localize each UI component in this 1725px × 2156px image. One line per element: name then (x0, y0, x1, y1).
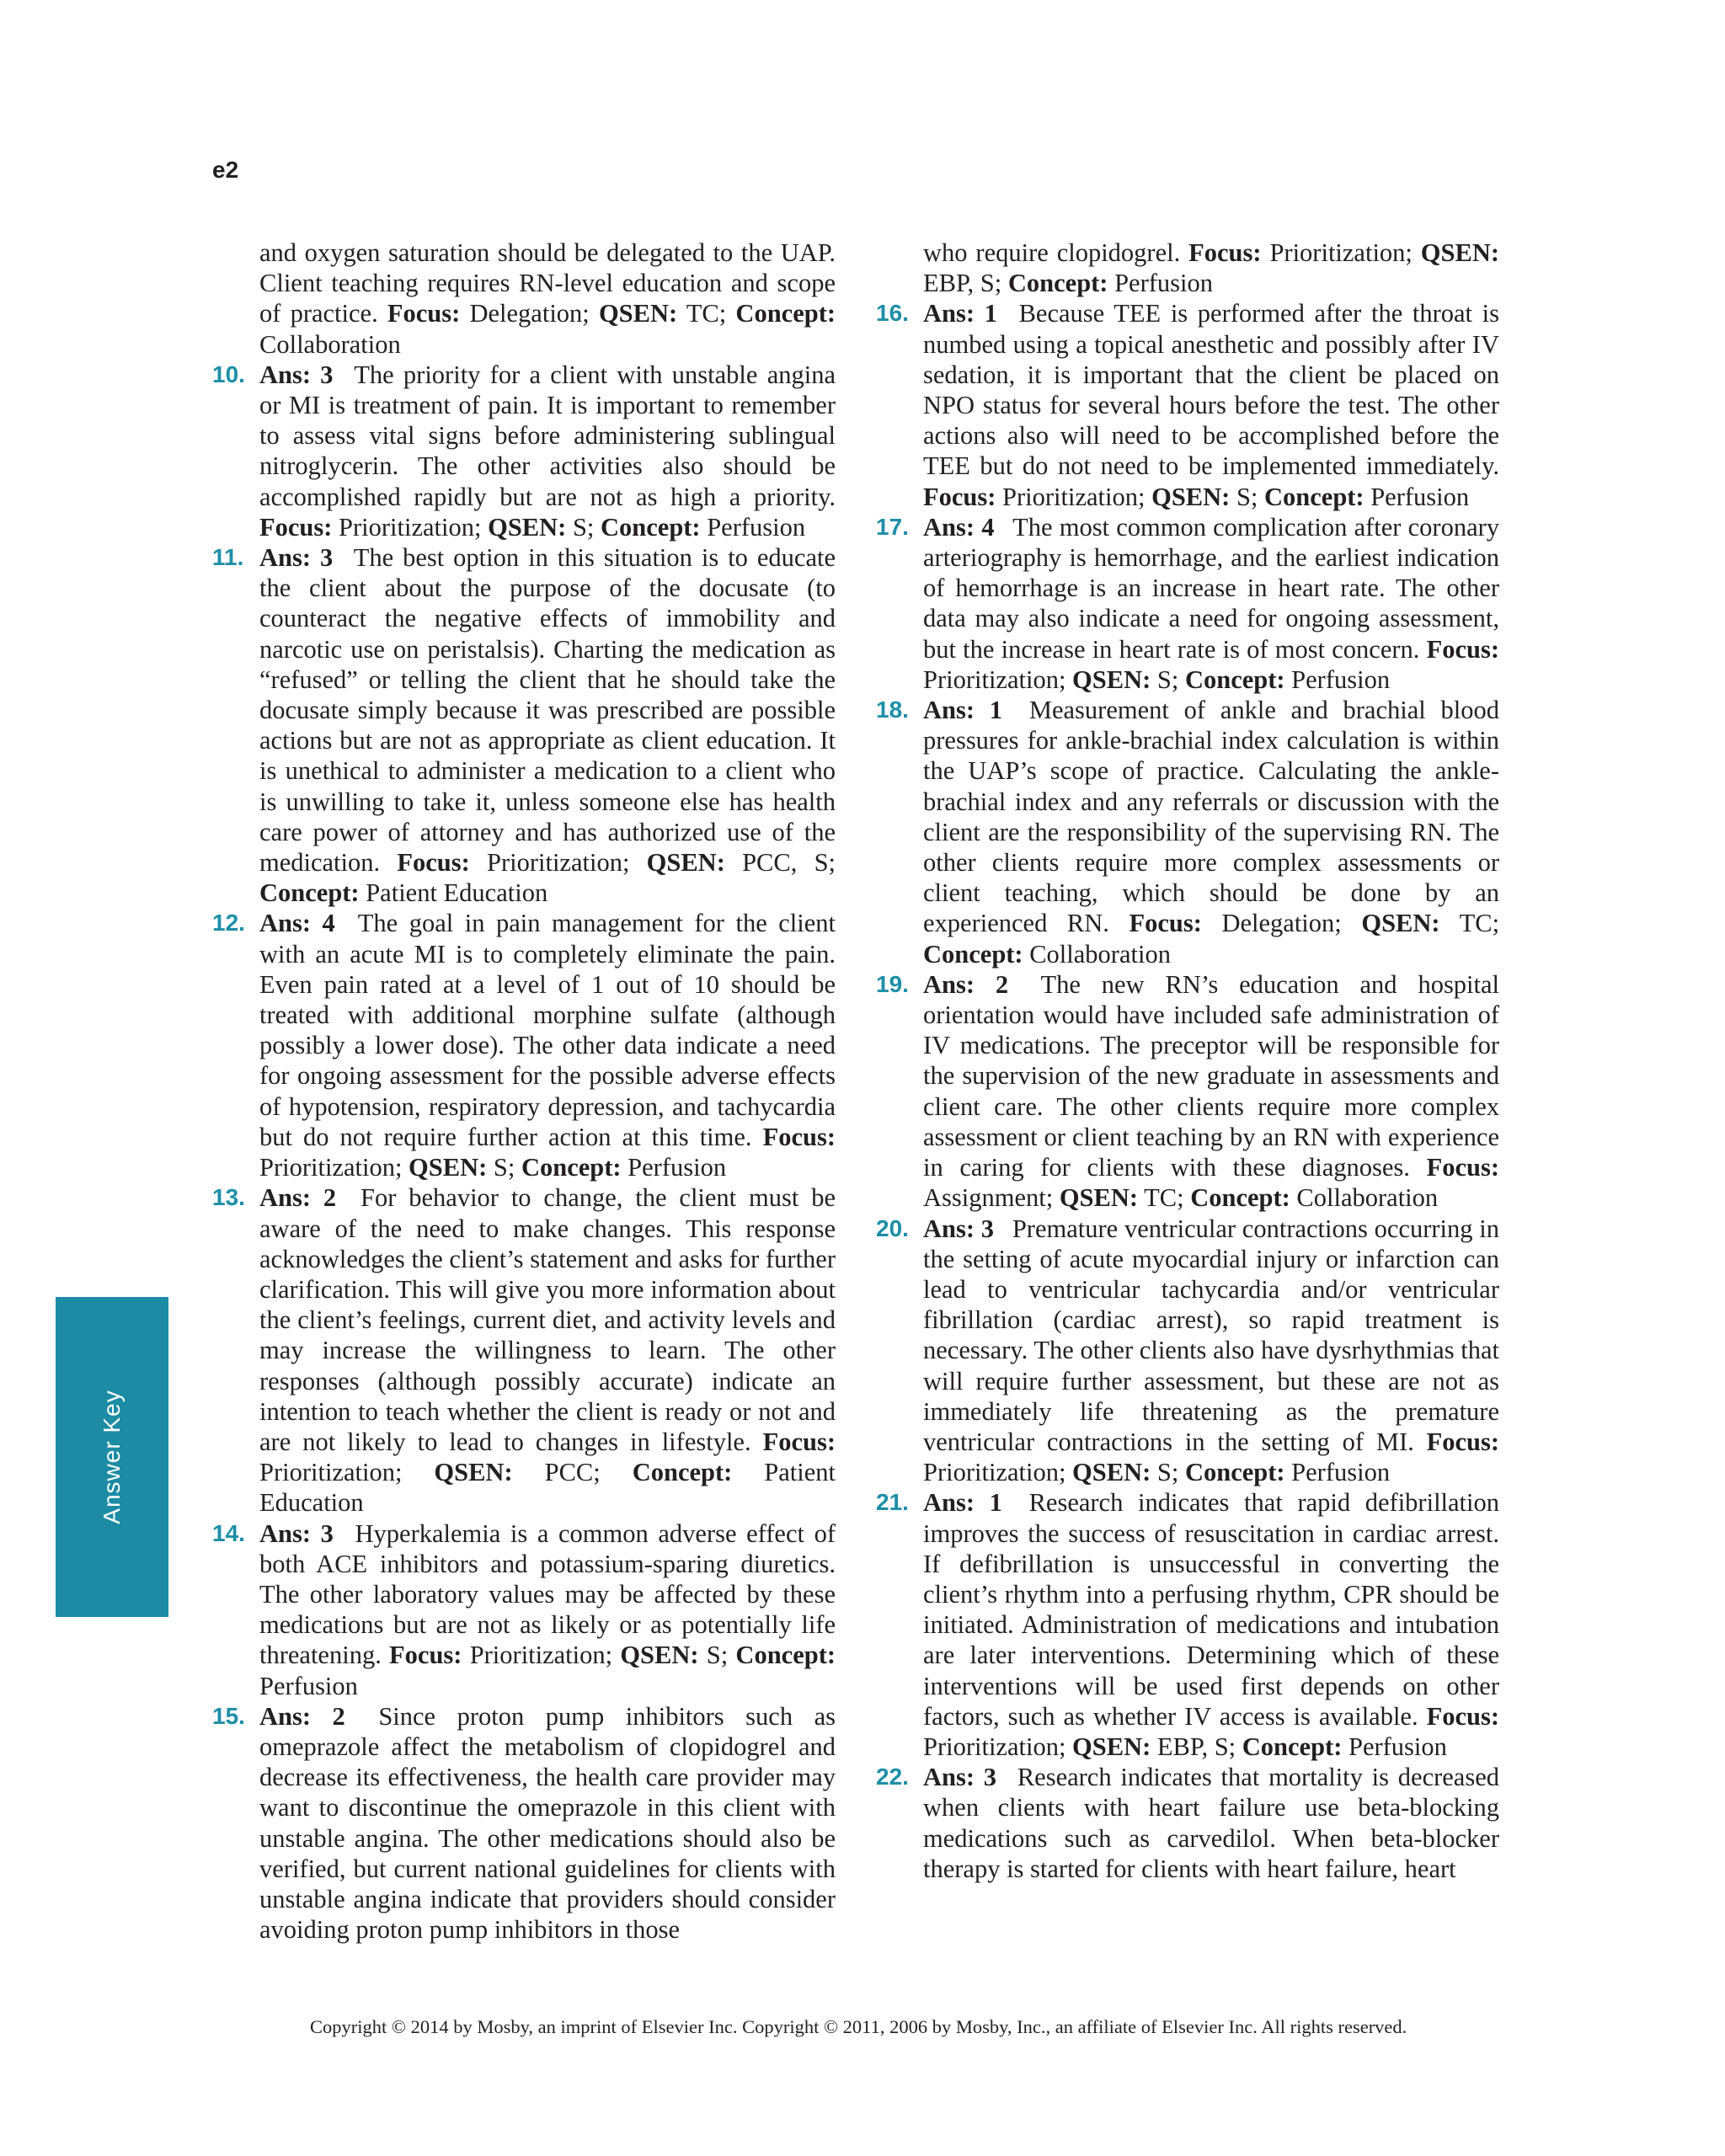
answer-item-22 (876, 1762, 1499, 1884)
concept-label: Concept: (1184, 664, 1285, 694)
answer-label: Ans: 3 (259, 1518, 334, 1548)
qsen-value: S; (706, 1641, 729, 1670)
answer-item-13 (212, 1182, 836, 1518)
answer-text: The most common complication after coronary arteriography is hemorrhage, and the earliest indication of hemorrhage is an increase in heart rate. The other data may also indicate a need for ongoing assessment, but the increase in heart rate is of most concern. (923, 512, 1500, 664)
item-number: 13. (212, 1184, 245, 1211)
concept-label: Concept: (632, 1458, 733, 1487)
focus-value: Prioritization; (259, 1458, 403, 1487)
qsen-label: QSEN: (434, 1458, 513, 1487)
item-number: 14. (212, 1519, 245, 1546)
concept-label: Concept: (1184, 1458, 1285, 1487)
concept-value: Collaboration (1029, 939, 1171, 969)
focus-label: Focus: (1426, 1701, 1499, 1731)
copyright-footer: Copyright © 2014 by Mosby, an imprint of Elsevier Inc. Copyright © 2011, 2006 by Mosby, Inc., an affiliate of Elsevier Inc. All rights reserved. (310, 2016, 1407, 2037)
focus-value: Prioritization; (923, 1458, 1066, 1487)
qsen-label: QSEN: (1072, 1732, 1151, 1761)
answer-item-10 (212, 360, 836, 542)
focus-value: Delegation; (1221, 909, 1342, 938)
answer-label: Ans: 3 (923, 1214, 995, 1243)
qsen-value: TC; (1459, 909, 1500, 938)
qsen-value: S; (1156, 1458, 1179, 1487)
answer-item-11 (212, 542, 836, 908)
concept-value: Perfusion (1114, 269, 1214, 298)
concept-label: Concept: (923, 939, 1023, 969)
left-column (212, 237, 836, 1945)
answer-item-21 (876, 1487, 1499, 1762)
qsen-value: S; (1236, 482, 1258, 511)
answer-text: Research indicates that mortality is decreased when clients with heart failure use beta-blocking medications such as carvedilol. When beta-blocker therapy is started for clients with heart failure, heart (923, 1763, 1499, 1883)
answer-item-17 (876, 512, 1499, 695)
answer-text: The new RN’s education and hospital orientation would have included safe administration of IV medications. The preceptor will be responsible for the supervision of the new graduate in assessments and client care. The other clients require more complex assessment or client teaching by an RN with experience in caring for clients with these diagnoses. (923, 969, 1500, 1182)
answer-text: For behavior to change, the client must be aware of the need to make changes. This response acknowledges the client’s statement and asks for further clarification. This will give you more information about the client’s feelings, current diet, and activity levels and may increase the willingness to learn. The other responses (although possibly accurate) indicate an intention to teach whether the client is ready or not and are not likely to lead to changes in lifestyle. (259, 1183, 836, 1456)
answer-continuation (212, 237, 836, 360)
qsen-label: QSEN: (1072, 1458, 1151, 1487)
item-number: 10. (212, 360, 245, 387)
concept-label: Concept: (1007, 269, 1108, 298)
focus-value: Assignment; (923, 1183, 1054, 1213)
answer-label: Ans: 3 (923, 1763, 997, 1792)
concept-value: Collaboration (259, 329, 401, 359)
qsen-value: EBP, S; (1156, 1732, 1236, 1761)
qsen-value: TC; (686, 299, 727, 328)
focus-label: Focus: (397, 848, 470, 878)
answer-label: Ans: 2 (259, 1701, 345, 1731)
qsen-value: PCC; (544, 1458, 601, 1487)
item-number: 11. (212, 544, 244, 571)
qsen-label: QSEN: (409, 1153, 488, 1182)
concept-value: Perfusion (707, 512, 806, 542)
section-side-tab (56, 1297, 168, 1617)
focus-label: Focus: (387, 299, 461, 328)
concept-value: Perfusion (1370, 482, 1470, 511)
answer-text: who require clopidogrel. (923, 238, 1181, 267)
answer-text: Premature ventricular contractions occurring in the setting of acute myocardial injury or infarction can lead to ventricular tachycardia and/or ventricular fibrillation (cardiac arrest), so rapid treatment is necessary. The other clients also have dysrhythmias that will require further assessment, but these are not as immediately life threatening as the premature ventricular contractions in the setting of MI. (923, 1214, 1500, 1456)
qsen-label: QSEN: (1420, 238, 1500, 267)
focus-label: Focus: (389, 1641, 462, 1670)
item-number: 19. (876, 970, 909, 997)
focus-value: Prioritization; (469, 1641, 613, 1670)
focus-label: Focus: (923, 482, 996, 511)
focus-label: Focus: (259, 512, 333, 542)
focus-value: Delegation; (469, 299, 590, 328)
focus-value: Prioritization; (259, 1153, 403, 1182)
qsen-label: QSEN: (1059, 1183, 1139, 1213)
answer-label: Ans: 3 (259, 543, 334, 573)
qsen-value: TC; (1144, 1183, 1184, 1213)
focus-label: Focus: (1188, 238, 1262, 267)
answer-text: Measurement of ankle and brachial blood pressures for ankle-brachial index calculation is within the UAP’s scope of practice. Calculating the ankle-brachial index and any referrals or discussion with the client are the responsibility of the supervising RN. The other clients require more complex assessments or client teaching, which should be done by an experienced RN. (923, 696, 1499, 938)
focus-label: Focus: (1426, 634, 1499, 664)
answer-continuation (876, 237, 1499, 298)
answer-text: Research indicates that rapid defibrillation improves the success of resuscitation in cardiac arrest. If defibrillation is unsuccessful in converting the client’s rhythm into a perfusing rhythm, CPR should be initiated. Administration of medications and intubation are later interventions. Determining which of these interventions will be used first depends on other factors, such as whether IV access is available. (923, 1488, 1499, 1731)
answer-label: Ans: 3 (259, 360, 334, 389)
focus-label: Focus: (1129, 909, 1202, 938)
qsen-value: S; (572, 512, 595, 542)
concept-value: Collaboration (1296, 1183, 1439, 1213)
answer-label: Ans: 4 (259, 909, 335, 938)
concept-value: Perfusion (628, 1153, 727, 1182)
qsen-label: QSEN: (488, 512, 567, 542)
answer-text: Since proton pump inhibitors such as omeprazole affect the metabolism of clopidogrel and decrease its effectiveness, the health care provider may want to discontinue the omeprazole in this client with unstable angina. The other medications should also be verified, but current national guidelines for clients with unstable angina indicate that providers should consider avoiding proton pump inhibitors in those (259, 1701, 836, 1945)
qsen-value: S; (493, 1153, 515, 1182)
concept-label: Concept: (521, 1153, 622, 1182)
answer-text: Hyperkalemia is a common adverse effect of both ACE inhibitors and potassium-sparing diuretics. The other laboratory values may be affected by these medications but are not as likely or as potentially life threatening. (259, 1518, 836, 1670)
qsen-label: QSEN: (1151, 482, 1231, 511)
answer-text: Because TEE is performed after the throat is numbed using a topical anesthetic and possibly after IV sedation, it is important that the client be placed on NPO status for several hours before the test. The other actions also will need to be accomplished before the TEE but do not need to be implemented immediately. (923, 299, 1500, 481)
item-number: 20. (876, 1214, 909, 1241)
item-number: 21. (876, 1489, 909, 1516)
item-number: 16. (876, 300, 909, 327)
concept-label: Concept: (601, 512, 701, 542)
focus-label: Focus: (1426, 1427, 1499, 1456)
focus-value: Prioritization; (923, 664, 1066, 694)
focus-value: Prioritization; (923, 1732, 1066, 1761)
concept-value: Patient Education (366, 878, 548, 908)
item-number: 15. (212, 1702, 245, 1729)
focus-label: Focus: (762, 1427, 836, 1456)
answer-label: Ans: 2 (259, 1183, 337, 1213)
answer-label: Ans: 1 (923, 696, 1003, 725)
qsen-label: QSEN: (1072, 664, 1151, 694)
answer-text: The priority for a client with unstable angina or MI is treatment of pain. It is important to remember to assess vital signs before administering sublingual nitroglycerin. The other activities also should be accomplished rapidly but are not as high a priority. (259, 360, 836, 511)
answer-text: and oxygen saturation should be delegated to the UAP. Client teaching requires RN-level education and scope of practice. (259, 238, 836, 328)
answer-text: The goal in pain management for the client with an acute MI is to completely eliminate the pain. Even pain rated at a level of 1 out of 10 should be treated with additional morphine sulfate (although possibly a lower dose). The other data indicate a need for ongoing assessment for the possible adverse effects of hypotension, respiratory depression, and tachycardia but do not require further action at this time. (259, 909, 836, 1151)
item-number: 18. (876, 696, 909, 723)
qsen-label: QSEN: (646, 848, 725, 878)
focus-value: Prioritization; (1002, 482, 1146, 511)
concept-value: Perfusion (1291, 664, 1391, 694)
concept-label: Concept: (1190, 1183, 1290, 1213)
item-number: 17. (876, 513, 909, 540)
focus-value: Prioritization; (487, 848, 630, 878)
concept-label: Concept: (259, 878, 360, 908)
concept-value: Perfusion (1348, 1732, 1447, 1761)
concept-value: Perfusion (1291, 1458, 1391, 1487)
qsen-value: EBP, S; (923, 269, 1002, 298)
answer-item-20 (876, 1214, 1499, 1488)
concept-value: Patient Education (259, 1458, 836, 1518)
qsen-value: S; (1156, 664, 1179, 694)
side-tab-label: Answer Key (99, 1390, 125, 1524)
qsen-value: PCC, S; (742, 848, 836, 878)
concept-label: Concept: (1264, 482, 1365, 511)
answer-label: Ans: 2 (923, 969, 1009, 999)
qsen-label: QSEN: (598, 299, 678, 328)
concept-label: Concept: (735, 299, 836, 328)
right-column (876, 237, 1499, 1884)
focus-value: Prioritization; (1269, 238, 1413, 267)
qsen-label: QSEN: (620, 1641, 699, 1670)
answer-item-19 (876, 969, 1499, 1214)
answer-item-16 (876, 298, 1499, 511)
focus-value: Prioritization; (339, 512, 482, 542)
answer-label: Ans: 4 (923, 512, 995, 542)
answer-text: The best option in this situation is to educate the client about the purpose of the docusate (to counteract the negative effects of immobility and narcotic use on peristalsis). Charting the medication as “refused” or telling the client that he should take the docusate simply because it was prescribed are possible actions but are not as appropriate as client education. It is unethical to administer a medication to a client who is unwilling to take it, unless someone else has health care power of attorney and has authorized use of the medication. (259, 543, 836, 878)
answer-item-18 (876, 695, 1499, 969)
page-number: e2 (212, 157, 239, 183)
answer-item-15 (212, 1701, 836, 1945)
focus-label: Focus: (1426, 1153, 1499, 1182)
concept-label: Concept: (735, 1641, 836, 1670)
item-number: 22. (876, 1764, 909, 1790)
answer-label: Ans: 1 (923, 299, 997, 328)
concept-label: Concept: (1242, 1732, 1343, 1761)
answer-label: Ans: 1 (923, 1488, 1002, 1518)
item-number: 12. (212, 910, 245, 937)
qsen-label: QSEN: (1361, 909, 1440, 938)
answer-item-12 (212, 908, 836, 1182)
answer-item-14 (212, 1518, 836, 1701)
concept-value: Perfusion (259, 1671, 358, 1700)
focus-label: Focus: (762, 1122, 836, 1151)
